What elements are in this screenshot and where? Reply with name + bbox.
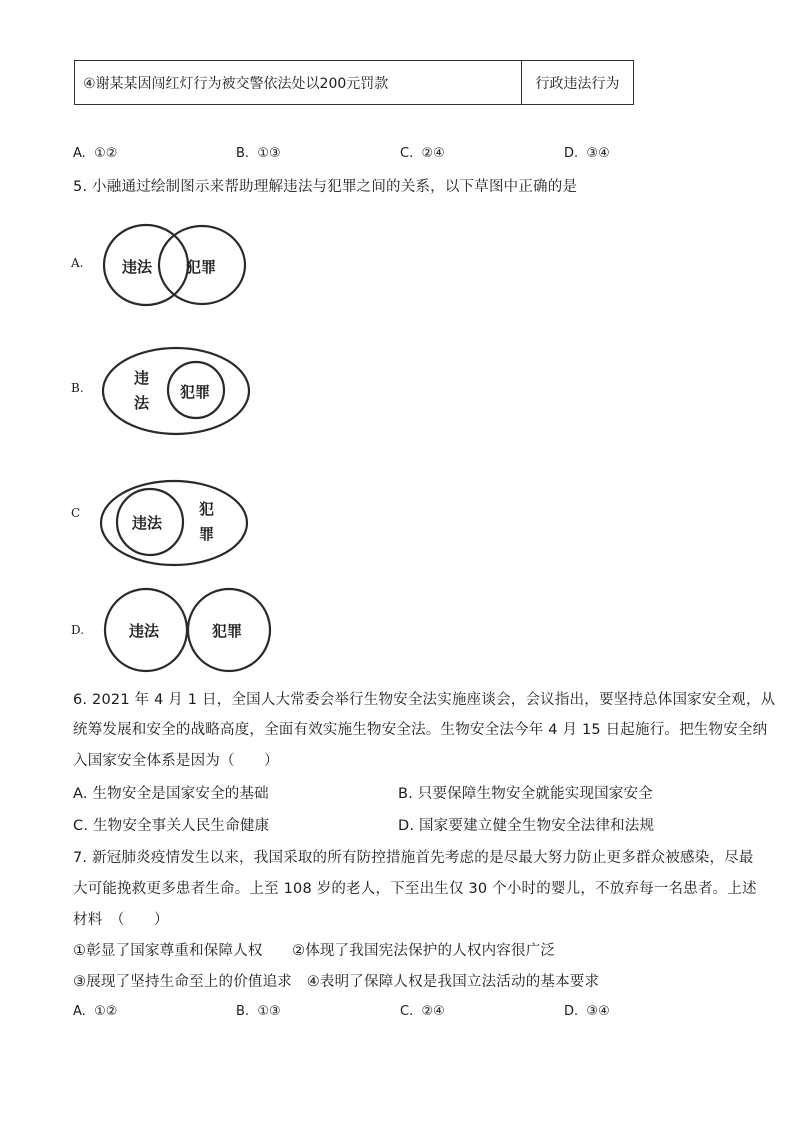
venn-diagram-b[interactable] — [100, 345, 252, 437]
q6-option-b[interactable]: B. 只要保障生物安全就能实现国家安全 — [398, 786, 653, 802]
label-crime: 犯罪 — [186, 258, 217, 276]
venn-diagram-d[interactable] — [104, 586, 272, 674]
table-cell-category: 行政违法行为 — [522, 61, 634, 105]
q7-stem-line3: 材料 （ ） — [73, 912, 169, 928]
table-row — [75, 61, 634, 105]
table-cell-description: ④谢某某因闯红灯行为被交警依法处以200元罚款 — [75, 61, 522, 105]
q5-option-a-label[interactable]: A. — [71, 256, 84, 270]
q7-statements-line2: ③展现了坚持生命至上的价值追求 ④表明了保障人权是我国立法活动的基本要求 — [73, 974, 600, 990]
ellipse-crime-outer — [101, 481, 247, 565]
q6-stem-line1: 6. 2021 年 4 月 1 日，全国人大常委会举行生物安全法实施座谈会，会议指出，要坚持总体国家安全观，从 — [73, 692, 776, 708]
q4-option-c[interactable]: C. ②④ — [400, 146, 445, 161]
q4-option-b[interactable]: B. ①③ — [236, 146, 281, 161]
q5-option-b-label[interactable]: B. — [71, 381, 84, 395]
q6-stem-line3: 入国家安全体系是因为（ ） — [73, 753, 279, 769]
venn-diagram-c[interactable] — [98, 477, 250, 569]
q6-option-a[interactable]: A. 生物安全是国家安全的基础 — [73, 786, 269, 802]
label-crime-char1: 犯 — [199, 500, 215, 518]
label-crime: 犯罪 — [180, 383, 211, 401]
q4-option-d[interactable]: D. ③④ — [564, 146, 610, 161]
q4-option-a[interactable]: A. ①② — [73, 146, 118, 161]
q7-stem-line2: 大可能挽救更多患者生命。上至 108 岁的老人，下至出生仅 30 个小时的婴儿，不放弃每一名患者。上述 — [73, 881, 757, 897]
ellipse-illegal-outer — [103, 348, 249, 434]
q7-statements-line1: ①彰显了国家尊重和保障人权 ②体现了我国宪法保护的人权内容很广泛 — [73, 943, 556, 959]
label-illegal: 违法 — [129, 622, 160, 640]
q7-option-c[interactable]: C. ②④ — [400, 1004, 445, 1019]
q5-option-d-label[interactable]: D. — [71, 623, 85, 637]
label-crime-char2: 罪 — [199, 525, 215, 543]
q6-option-d[interactable]: D. 国家要建立健全生物安全法律和法规 — [398, 818, 655, 834]
law-behavior-table-fragment — [74, 60, 634, 105]
label-illegal-char1: 违 — [134, 369, 150, 387]
label-illegal: 违法 — [122, 258, 153, 276]
label-illegal-char2: 法 — [134, 394, 150, 412]
q5-stem: 5. 小融通过绘制图示来帮助理解违法与犯罪之间的关系，以下草图中正确的是 — [73, 179, 578, 195]
label-illegal: 违法 — [132, 514, 163, 532]
label-crime: 犯罪 — [212, 622, 243, 640]
q6-option-c[interactable]: C. 生物安全事关人民生命健康 — [73, 818, 270, 834]
q6-stem-line2: 统筹发展和安全的战略高度，全面有效实施生物安全法。生物安全法今年 4 月 15 日起施行。把生物安全纳 — [73, 722, 768, 738]
venn-diagram-a[interactable] — [100, 220, 250, 310]
q7-option-d[interactable]: D. ③④ — [564, 1004, 610, 1019]
q7-option-a[interactable]: A. ①② — [73, 1004, 118, 1019]
q5-option-c-label[interactable]: C — [71, 506, 81, 520]
q7-option-b[interactable]: B. ①③ — [236, 1004, 281, 1019]
q7-stem-line1: 7. 新冠肺炎疫情发生以来，我国采取的所有防控措施首先考虑的是尽最大努力防止更多群众被感染，尽最 — [73, 850, 754, 866]
